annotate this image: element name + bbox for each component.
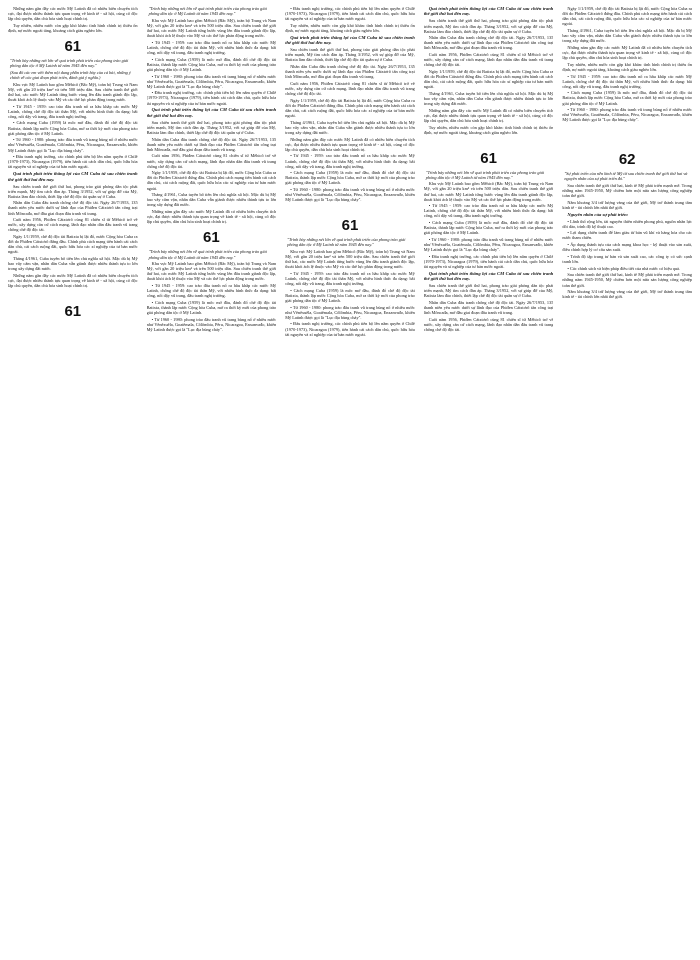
paragraph: Cuối năm 1956, Phiđen Cátxtơrô cùng 81 chiến sĩ từ Mêhicô trở về nước, xây dựng căn cứ cách mạng, lãnh đạo nhân dân đấu tranh vũ trang chống chế độ độc tài. <box>423 316 554 333</box>
paragraph: • Từ 1960 - 1980: phong trào đấu tranh vũ trang bùng nổ ở nhiều nước như Vênêxuêla, Goatêmala, Côlômbia, Pêru, Nicaragoa, Enxanvađo, khiến Mỹ Latinh được gọi là "Lục địa bùng cháy". <box>8 137 138 153</box>
paragraph: Sau chiến tranh thế giới thứ hai, kinh tế Mỹ phát triển mạnh mẽ. Trong những năm 1945-1950, Mỹ chiếm hơn một nửa sản lượng công nghiệp toàn thế giới. <box>562 182 692 199</box>
paragraph: • Cách mạng Cuba (1959) là mốc mở đầu, đánh đổ chế độ độc tài Batixta, thành lập nước Cộng hòa Cuba, mở ra thời kỳ mới của phong trào giải phóng dân tộc ở Mỹ Latinh. <box>8 120 138 136</box>
paragraph: • Đấu tranh nghị trường, các chính phủ tiến bộ lên nắm quyền ở Chilê (1970-1973), Nicaragoa (1979), tiến hành cải cách dân chủ, quốc hữu hóa tài nguyên và xí nghiệp của tư bản nước ngoài. <box>423 253 554 270</box>
section-heading: Nguyên nhân của sự phát triển: <box>567 211 629 217</box>
column-4 <box>424 6 554 954</box>
paragraph: Sau chiến tranh thế giới thứ hai, phong trào giải phóng dân tộc phát triển mạnh, Mỹ tìm cách đàn áp. Tháng 3/1952, với sự giúp đỡ của Mỹ, Batixta làm đảo chính, thiết lập chế độ độc tài quân sự ở Cuba. <box>423 283 554 299</box>
paragraph: • Từ 1945 - 1959: cao trào đấu tranh nổ ra hầu khắp các nước Mỹ Latinh, chống chế độ độc tài thân Mỹ, với nhiều hình thức đa dạng: bãi công, nổi dậy vũ trang, đấu tranh nghị trường. <box>146 39 277 55</box>
paragraph: Những năm gần đây các nước Mỹ Latinh đã có nhiều biến chuyển tích cực, đạt được nhiều thành tựu quan trọng về kinh tế - xã hội, củng cố độc lập chủ quyền, dân chủ hóa sinh hoạt chính trị. <box>8 6 138 22</box>
section-number: 62 <box>618 151 636 169</box>
paragraph: Khu vực Mỹ Latinh bao gồm Mêhicô (Bắc Mỹ), toàn bộ Trung và Nam Mỹ, với gần 20 triệu km² và trên 500 triệu dân. Sau chiến tranh thế giới thứ hai, các nước Mỹ Latinh từng bước vùng lên đấu tranh giành độc lập, thoát khỏi ách lệ thuộc vào Mỹ và các thế lực phản động trong nước. <box>285 248 415 270</box>
paragraph: • Cách mạng Cuba (1959) là mốc mở đầu, đánh đổ chế độ độc tài Batixta, thành lập nước Cộng hòa Cuba, mở ra thời kỳ mới của phong trào giải phóng dân tộc ở Mỹ Latinh. <box>562 90 692 106</box>
paragraph: • Đấu tranh nghị trường, các chính phủ tiến bộ lên nắm quyền ở Chilê (1970-1973), Nicaragoa (1979), tiến hành cải cách dân chủ, quốc hữu hóa tài nguyên và xí nghiệp của tư bản nước ngoài. <box>146 90 277 106</box>
paragraph: • Cách mạng Cuba (1959) là mốc mở đầu, đánh đổ chế độ độc tài Batixta, thành lập nước Cộng hòa Cuba, mở ra thời kỳ mới của phong trào giải phóng dân tộc ở Mỹ Latinh. <box>146 56 277 72</box>
paragraph: Sau chiến tranh thế giới thứ hai, kinh tế Mỹ phát triển mạnh mẽ. Trong những năm 1945-1950, Mỹ chiếm hơn một nửa sản lượng công nghiệp toàn thế giới. <box>562 272 692 288</box>
paragraph: • Cách mạng Cuba (1959) là mốc mở đầu, đánh đổ chế độ độc tài Batixta, thành lập nước Cộng hòa Cuba, mở ra thời kỳ mới của phong trào giải phóng dân tộc ở Mỹ Latinh. <box>146 300 277 316</box>
paragraph: • Cách mạng Cuba (1959) là mốc mở đầu, đánh đổ chế độ độc tài Batixta, thành lập nước Cộng hòa Cuba, mở ra thời kỳ mới của phong trào giải phóng dân tộc ở Mỹ Latinh. <box>285 287 415 303</box>
column-3 <box>285 6 415 954</box>
paragraph: Nhân dân Cuba đấu tranh chống chế độ độc tài. Ngày 26/7/1953, 135 thanh niên yêu nước dưới sự lãnh đạo của Phiđen Cátxtơrô tấn công trại lính Môncađa, mở đầu giai đoạn đấu tranh vũ trang. <box>423 300 554 316</box>
question-quote: "Sự phát triển của nền kinh tế Mỹ từ sau chiến tranh thế giới thứ hai và nguyên nhân của sự phát triển đó." <box>564 171 688 182</box>
question-quote: "Trình bày những nét lớn về quá trình phát triển của phong trào giải phóng dân tộc ở Mỹ Latinh từ năm 1945 đến nay." <box>148 249 267 260</box>
paragraph: • Lợi dụng chiến tranh để làm giàu từ bán vũ khí và hàng hóa cho các nước tham chiến. <box>562 230 692 241</box>
question-quote: "Trình bày những nét lớn về quá trình phát triển của phong trào giải phóng dân tộc ở Mỹ Latinh từ năm 1945 đến nay." <box>425 169 545 180</box>
paragraph: Những năm gần đây các nước Mỹ Latinh đã có nhiều biến chuyển tích cực, đạt được nhiều thành tựu quan trọng về kinh tế - xã hội, củng cố độc lập chủ quyền, dân chủ hóa sinh hoạt chính trị. <box>562 44 692 61</box>
paragraph: Tuy nhiên, nhiều nước còn gặp khó khăn: tình hình chính trị thiếu ổn định, nợ nước ngoài tăng, khoảng cách giàu nghèo lớn. <box>285 22 415 33</box>
section-number: 61 <box>64 302 82 320</box>
paragraph: • Lãnh thổ rộng lớn, tài nguyên thiên nhiên phong phú, nguồn nhân lực dồi dào, trình độ kỹ thuật cao. <box>562 218 692 229</box>
paragraph: Nhân dân Cuba đấu tranh chống chế độ độc tài. Ngày 26/7/1953, 135 thanh niên yêu nước dưới sự lãnh đạo của Phiđen Cátxtơrô tấn công trại lính Môncađa, mở đầu giai đoạn đấu tranh vũ trang. <box>285 63 415 80</box>
paragraph: Những năm gần đây các nước Mỹ Latinh đã có nhiều biến chuyển tích cực, đạt được nhiều thành tựu quan trọng về kinh tế - xã hội, củng cố độc lập chủ quyền, dân chủ hóa sinh hoạt chính trị. <box>285 136 415 152</box>
paragraph: Những năm gần đây các nước Mỹ Latinh đã có nhiều biến chuyển tích cực, đạt được nhiều thành tựu quan trọng về kinh tế - xã hội, củng cố độc lập chủ quyền, dân chủ hóa sinh hoạt chính trị. <box>8 272 138 289</box>
paragraph: • Cách mạng Cuba (1959) là mốc mở đầu, đánh đổ chế độ độc tài Batixta, thành lập nước Cộng hòa Cuba, mở ra thời kỳ mới của phong trào giải phóng dân tộc ở Mỹ Latinh. <box>423 220 554 236</box>
paragraph: Sau chiến tranh thế giới thứ hai, phong trào giải phóng dân tộc phát triển mạnh, Mỹ tìm cách đàn áp. Tháng 3/1952, với sự giúp đỡ của Mỹ, Batixta làm đảo chính, thiết lập chế độ độc tài quân sự ở Cuba. <box>285 47 415 63</box>
paragraph: Khu vực Mỹ Latinh bao gồm Mêhicô (Bắc Mỹ), toàn bộ Trung và Nam Mỹ, với gần 20 triệu km² và trên 500 triệu dân. Sau chiến tranh thế giới thứ hai, các nước Mỹ Latinh từng bước vùng lên đấu tranh giành độc lập, thoát khỏi ách lệ thuộc vào Mỹ và các thế lực phản động trong nước. <box>8 81 138 102</box>
paragraph: • Cách mạng Cuba (1959) là mốc mở đầu, đánh đổ chế độ độc tài Batixta, thành lập nước Cộng hòa Cuba, mở ra thời kỳ mới của phong trào giải phóng dân tộc ở Mỹ Latinh. <box>285 170 415 186</box>
paragraph: Nắm khoảng 3/4 trữ lượng vàng của thế giới, Mỹ trở thành trung tâm kinh tế - tài chính lớn nhất thế giới. <box>562 289 692 300</box>
paragraph: Tháng 4/1961, Cuba tuyên bố tiến lên chủ nghĩa xã hội. Mặc dù bị Mỹ bao vây cấm vận, nhân dân Cuba vẫn giành được nhiều thành tựu to lớn trong xây dựng đất nước. <box>8 256 138 272</box>
paragraph: • Từ 1945 - 1959: cao trào đấu tranh nổ ra hầu khắp các nước Mỹ Latinh, chống chế độ độc tài thân Mỹ, với nhiều hình thức đa dạng: bãi công, nổi dậy vũ trang, đấu tranh nghị trường. <box>8 103 138 119</box>
paragraph: Nhân dân Cuba đấu tranh chống chế độ độc tài. Ngày 26/7/1953, 135 thanh niên yêu nước dưới sự lãnh đạo của Phiđen Cátxtơrô tấn công trại lính Môncađa, mở đầu giai đoạn đấu tranh vũ trang. <box>423 35 554 51</box>
paragraph: • Trình độ tập trung tư bản và sản xuất cao, các công ty có sức cạnh tranh lớn. <box>562 253 692 264</box>
paragraph: Ngày 1/1/1959, chế độ độc tài Batixta bị lật đổ, nước Cộng hòa Cuba ra đời do Phiđen Cátxtơrô đứng đầu. Chính phủ cách mạng tiến hành cải cách dân chủ, cải cách ruộng đất, quốc hữu hóa các xí nghiệp của tư bản nước ngoài. <box>8 234 138 255</box>
question-quote: "Trình bày những nét lớn về quá trình phát triển của phong trào giải phóng dân tộc ở Mỹ Latinh từ năm 1945 đến nay." <box>148 6 267 17</box>
paragraph: Sau chiến tranh thế giới thứ hai, phong trào giải phóng dân tộc phát triển mạnh, Mỹ tìm cách đàn áp. Tháng 3/1952, với sự giúp đỡ của Mỹ, Batixta làm đảo chính, thiết lập chế độ độc tài quân sự ở Cuba. <box>146 119 277 135</box>
paragraph: • Từ 1960 - 1980: phong trào đấu tranh vũ trang bùng nổ ở nhiều nước như Vênêxuêla, Goatêmala, Côlômbia, Pêru, Nicaragoa, Enxanvađo, khiến Mỹ Latinh được gọi là "Lục địa bùng cháy". <box>423 237 554 253</box>
section-number: 61 <box>203 229 220 247</box>
section-number: 61 <box>64 38 82 56</box>
paragraph: Nắm khoảng 3/4 trữ lượng vàng của thế giới, Mỹ trở thành trung tâm kinh tế - tài chính lớn nhất thế giới. <box>562 199 692 210</box>
paragraph: Tuy nhiên, nhiều nước còn gặp khó khăn: tình hình chính trị thiếu ổn định, nợ nước ngoài tăng, khoảng cách giàu nghèo lớn. <box>423 124 554 135</box>
note: (Sau đó các em viết thêm nội dung phần trình bày của cả bài, những ý chính về các giai đoạn phát triển, đánh giá ý nghĩa.) <box>10 69 131 80</box>
paragraph: • Từ 1945 - 1959: cao trào đấu tranh nổ ra hầu khắp các nước Mỹ Latinh, chống chế độ độc tài thân Mỹ, với nhiều hình thức đa dạng: bãi công, nổi dậy vũ trang, đấu tranh nghị trường. <box>562 73 692 89</box>
paragraph: Ngày 1/1/1959, chế độ độc tài Batixta bị lật đổ, nước Cộng hòa Cuba ra đời do Phiđen Cátxtơrô đứng đầu. Chính phủ cách mạng tiến hành cải cách dân chủ, cải cách ruộng đất, quốc hữu hóa các xí nghiệp của tư bản nước ngoài. <box>146 170 277 191</box>
paragraph: Nhân dân Cuba đấu tranh chống chế độ độc tài. Ngày 26/7/1953, 135 thanh niên yêu nước dưới sự lãnh đạo của Phiđen Cátxtơrô tấn công trại lính Môncađa, mở đầu giai đoạn đấu tranh vũ trang. <box>146 136 277 152</box>
paragraph: Cuối năm 1956, Phiđen Cátxtơrô cùng 81 chiến sĩ từ Mêhicô trở về nước, xây dựng căn cứ cách mạng, lãnh đạo nhân dân đấu tranh vũ trang chống chế độ độc tài. <box>8 217 138 233</box>
paragraph: • Từ 1960 - 1980: phong trào đấu tranh vũ trang bùng nổ ở nhiều nước như Vênêxuêla, Goatêmala, Côlômbia, Pêru, Nicaragoa, Enxanvađo, khiến Mỹ Latinh được gọi là "Lục địa bùng cháy". <box>146 316 277 333</box>
paragraph: • Từ 1945 - 1959: cao trào đấu tranh nổ ra hầu khắp các nước Mỹ Latinh, chống chế độ độc tài thân Mỹ, với nhiều hình thức đa dạng: bãi công, nổi dậy vũ trang, đấu tranh nghị trường. <box>423 203 554 219</box>
paragraph: Những năm gần đây các nước Mỹ Latinh đã có nhiều biến chuyển tích cực, đạt được nhiều thành tựu quan trọng về kinh tế - xã hội, củng cố độc lập chủ quyền, dân chủ hóa sinh hoạt chính trị. <box>146 209 277 225</box>
paragraph: Khu vực Mỹ Latinh bao gồm Mêhicô (Bắc Mỹ), toàn bộ Trung và Nam Mỹ, với gần 20 triệu km² và trên 500 triệu dân. Sau chiến tranh thế giới thứ hai, các nước Mỹ Latinh từng bước vùng lên đấu tranh giành độc lập, thoát khỏi ách lệ thuộc vào Mỹ và các thế lực phản động trong nước. <box>146 261 277 282</box>
paragraph: Cuối năm 1956, Phiđen Cátxtơrô cùng 81 chiến sĩ từ Mêhicô trở về nước, xây dựng căn cứ cách mạng, lãnh đạo nhân dân đấu tranh vũ trang chống chế độ độc tài. <box>423 52 554 68</box>
paragraph: • Đấu tranh nghị trường, các chính phủ tiến bộ lên nắm quyền ở Chilê (1970-1973), Nicaragoa (1979), tiến hành cải cách dân chủ, quốc hữu hóa tài nguyên và xí nghiệp của tư bản nước ngoài. <box>8 154 138 170</box>
column-1 <box>8 6 138 954</box>
paragraph: • Từ 1960 - 1980: phong trào đấu tranh vũ trang bùng nổ ở nhiều nước như Vênêxuêla, Goatêmala, Côlômbia, Pêru, Nicaragoa, Enxanvađo, khiến Mỹ Latinh được gọi là "Lục địa bùng cháy". <box>285 304 415 320</box>
section-heading: Quá trình phát triển thắng lợi của CM Cuba từ sau chiến tranh thế giới thứ hai đến nay. <box>8 171 138 182</box>
paragraph: Sau chiến tranh thế giới thứ hai, phong trào giải phóng dân tộc phát triển mạnh, Mỹ tìm cách đàn áp. Tháng 3/1952, với sự giúp đỡ của Mỹ, Batixta làm đảo chính, thiết lập chế độ độc tài quân sự ở Cuba. <box>8 183 138 199</box>
section-heading: Quá trình phát triển thắng lợi của CM Cuba từ sau chiến tranh thế giới thứ hai đến nay. <box>146 107 277 118</box>
paragraph: • Từ 1945 - 1959: cao trào đấu tranh nổ ra hầu khắp các nước Mỹ Latinh, chống chế độ độc tài thân Mỹ, với nhiều hình thức đa dạng: bãi công, nổi dậy vũ trang, đấu tranh nghị trường. <box>146 283 277 299</box>
paragraph: Ngày 1/1/1959, chế độ độc tài Batixta bị lật đổ, nước Cộng hòa Cuba ra đời do Phiđen Cátxtơrô đứng đầu. Chính phủ cách mạng tiến hành cải cách dân chủ, cải cách ruộng đất, quốc hữu hóa các xí nghiệp của tư bản nước ngoài. <box>562 6 692 27</box>
paragraph: • Từ 1960 - 1980: phong trào đấu tranh vũ trang bùng nổ ở nhiều nước như Vênêxuêla, Goatêmala, Côlômbia, Pêru, Nicaragoa, Enxanvađo, khiến Mỹ Latinh được gọi là "Lục địa bùng cháy". <box>146 73 277 89</box>
paragraph: Ngày 1/1/1959, chế độ độc tài Batixta bị lật đổ, nước Cộng hòa Cuba ra đời do Phiđen Cátxtơrô đứng đầu. Chính phủ cách mạng tiến hành cải cách dân chủ, cải cách ruộng đất, quốc hữu hóa các xí nghiệp của tư bản nước ngoài. <box>423 69 554 90</box>
paragraph: Tuy nhiên, nhiều nước còn gặp khó khăn: tình hình chính trị thiếu ổn định, nợ nước ngoài tăng, khoảng cách giàu nghèo lớn. <box>8 22 138 33</box>
paragraph: Tuy nhiên, nhiều nước còn gặp khó khăn: tình hình chính trị thiếu ổn định, nợ nước ngoài tăng, khoảng cách giàu nghèo lớn. <box>562 61 692 72</box>
section-number: 61 <box>480 149 497 167</box>
paragraph: Khu vực Mỹ Latinh bao gồm Mêhicô (Bắc Mỹ), toàn bộ Trung và Nam Mỹ, với gần 20 triệu km² và trên 500 triệu dân. Sau chiến tranh thế giới thứ hai, các nước Mỹ Latinh từng bước vùng lên đấu tranh giành độc lập, thoát khỏi ách lệ thuộc vào Mỹ và các thế lực phản động trong nước. <box>423 181 554 202</box>
section-heading: Quá trình phát triển thắng lợi của CM Cuba từ sau chiến tranh thế giới thứ hai đến nay. <box>285 34 415 46</box>
paragraph: Ngày 1/1/1959, chế độ độc tài Batixta bị lật đổ, nước Cộng hòa Cuba ra đời do Phiđen Cátxtơrô đứng đầu. Chính phủ cách mạng tiến hành cải cách dân chủ, cải cách ruộng đất, quốc hữu hóa các xí nghiệp của tư bản nước ngoài. <box>285 97 415 118</box>
paragraph: • Từ 1945 - 1959: cao trào đấu tranh nổ ra hầu khắp các nước Mỹ Latinh, chống chế độ độc tài thân Mỹ, với nhiều hình thức đa dạng: bãi công, nổi dậy vũ trang, đấu tranh nghị trường. <box>285 153 415 169</box>
question-quote: "Trình bày những nét lớn về quá trình phát triển của phong trào giải phóng dân tộc ở Mỹ Latinh từ năm 1945 đến nay." <box>287 237 406 248</box>
paragraph: Những năm gần đây các nước Mỹ Latinh đã có nhiều biến chuyển tích cực, đạt được nhiều thành tựu quan trọng về kinh tế - xã hội, củng cố độc lập chủ quyền, dân chủ hóa sinh hoạt chính trị. <box>423 107 554 124</box>
paragraph: • Đấu tranh nghị trường, các chính phủ tiến bộ lên nắm quyền ở Chilê (1970-1973), Nicaragoa (1979), tiến hành cải cách dân chủ, quốc hữu hóa tài nguyên và xí nghiệp của tư bản nước ngoài. <box>285 321 415 337</box>
section-heading: Quá trình phát triển thắng lợi của CM Cuba từ sau chiến tranh thế giới thứ hai đến nay. <box>423 6 554 17</box>
paragraph: • Từ 1960 - 1980: phong trào đấu tranh vũ trang bùng nổ ở nhiều nước như Vênêxuêla, Goatêmala, Côlômbia, Pêru, Nicaragoa, Enxanvađo, khiến Mỹ Latinh được gọi là "Lục địa bùng cháy". <box>285 187 415 203</box>
paragraph: • Các chính sách và biện pháp điều tiết của nhà nước có hiệu quả. <box>567 265 681 271</box>
paragraph: • Đấu tranh nghị trường, các chính phủ tiến bộ lên nắm quyền ở Chilê (1970-1973), Nicaragoa (1979), tiến hành cải cách dân chủ, quốc hữu hóa tài nguyên và xí nghiệp của tư bản nước ngoài. <box>285 6 415 22</box>
paragraph: • Từ 1945 - 1959: cao trào đấu tranh nổ ra hầu khắp các nước Mỹ Latinh, chống chế độ độc tài thân Mỹ, với nhiều hình thức đa dạng: bãi công, nổi dậy vũ trang, đấu tranh nghị trường. <box>285 270 415 286</box>
paragraph: Sau chiến tranh thế giới thứ hai, phong trào giải phóng dân tộc phát triển mạnh, Mỹ tìm cách đàn áp. Tháng 3/1952, với sự giúp đỡ của Mỹ, Batixta làm đảo chính, thiết lập chế độ độc tài quân sự ở Cuba. <box>423 18 554 34</box>
paragraph: Tháng 4/1961, Cuba tuyên bố tiến lên chủ nghĩa xã hội. Mặc dù bị Mỹ bao vây cấm vận, nhân dân Cuba vẫn giành được nhiều thành tựu to lớn trong xây dựng đất nước. <box>285 119 415 135</box>
paragraph: Tháng 4/1961, Cuba tuyên bố tiến lên chủ nghĩa xã hội. Mặc dù bị Mỹ bao vây cấm vận, nhân dân Cuba vẫn giành được nhiều thành tựu to lớn trong xây dựng đất nước. <box>146 192 277 208</box>
text-columns <box>8 6 692 954</box>
question-quote: "Trình bày những nét lớn về quá trình phát triển của phong trào giải phóng dân tộc ở Mỹ Latinh từ năm 1945 đến nay." <box>10 58 129 69</box>
paragraph: • Từ 1960 - 1980: phong trào đấu tranh vũ trang bùng nổ ở nhiều nước như Vênêxuêla, Goatêmala, Côlômbia, Pêru, Nicaragoa, Enxanvađo, khiến Mỹ Latinh được gọi là "Lục địa bùng cháy". <box>562 107 692 123</box>
column-5 <box>562 6 692 954</box>
paragraph: Cuối năm 1956, Phiđen Cátxtơrô cùng 81 chiến sĩ từ Mêhicô trở về nước, xây dựng căn cứ cách mạng, lãnh đạo nhân dân đấu tranh vũ trang chống chế độ độc tài. <box>285 80 415 96</box>
column-2 <box>147 6 277 954</box>
paragraph: Nhân dân Cuba đấu tranh chống chế độ độc tài. Ngày 26/7/1953, 135 thanh niên yêu nước dưới sự lãnh đạo của Phiđen Cátxtơrô tấn công trại lính Môncađa, mở đầu giai đoạn đấu tranh vũ trang. <box>8 200 138 216</box>
paragraph: Tháng 4/1961, Cuba tuyên bố tiến lên chủ nghĩa xã hội. Mặc dù bị Mỹ bao vây cấm vận, nhân dân Cuba vẫn giành được nhiều thành tựu to lớn trong xây dựng đất nước. <box>423 91 554 107</box>
paragraph: Cuối năm 1956, Phiđen Cátxtơrô cùng 81 chiến sĩ từ Mêhicô trở về nước, xây dựng căn cứ cách mạng, lãnh đạo nhân dân đấu tranh vũ trang chống chế độ độc tài. <box>146 153 277 169</box>
section-number: 61 <box>341 217 359 235</box>
paragraph: Khu vực Mỹ Latinh bao gồm Mêhicô (Bắc Mỹ), toàn bộ Trung và Nam Mỹ, với gần 20 triệu km² và trên 500 triệu dân. Sau chiến tranh thế giới thứ hai, các nước Mỹ Latinh từng bước vùng lên đấu tranh giành độc lập, thoát khỏi ách lệ thuộc vào Mỹ và các thế lực phản động trong nước. <box>146 17 277 39</box>
section-heading: Quá trình phát triển thắng lợi của CM Cuba từ sau chiến tranh thế giới thứ hai đến nay. <box>423 270 554 282</box>
paragraph: • Áp dụng thành tựu của cách mạng khoa học - kỹ thuật vào sản xuất, điều chỉnh hợp lý cơ cấu sản xuất. <box>562 242 692 253</box>
paragraph: Tháng 4/1961, Cuba tuyên bố tiến lên chủ nghĩa xã hội. Mặc dù bị Mỹ bao vây cấm vận, nhân dân Cuba vẫn giành được nhiều thành tựu to lớn trong xây dựng đất nước. <box>562 27 692 44</box>
